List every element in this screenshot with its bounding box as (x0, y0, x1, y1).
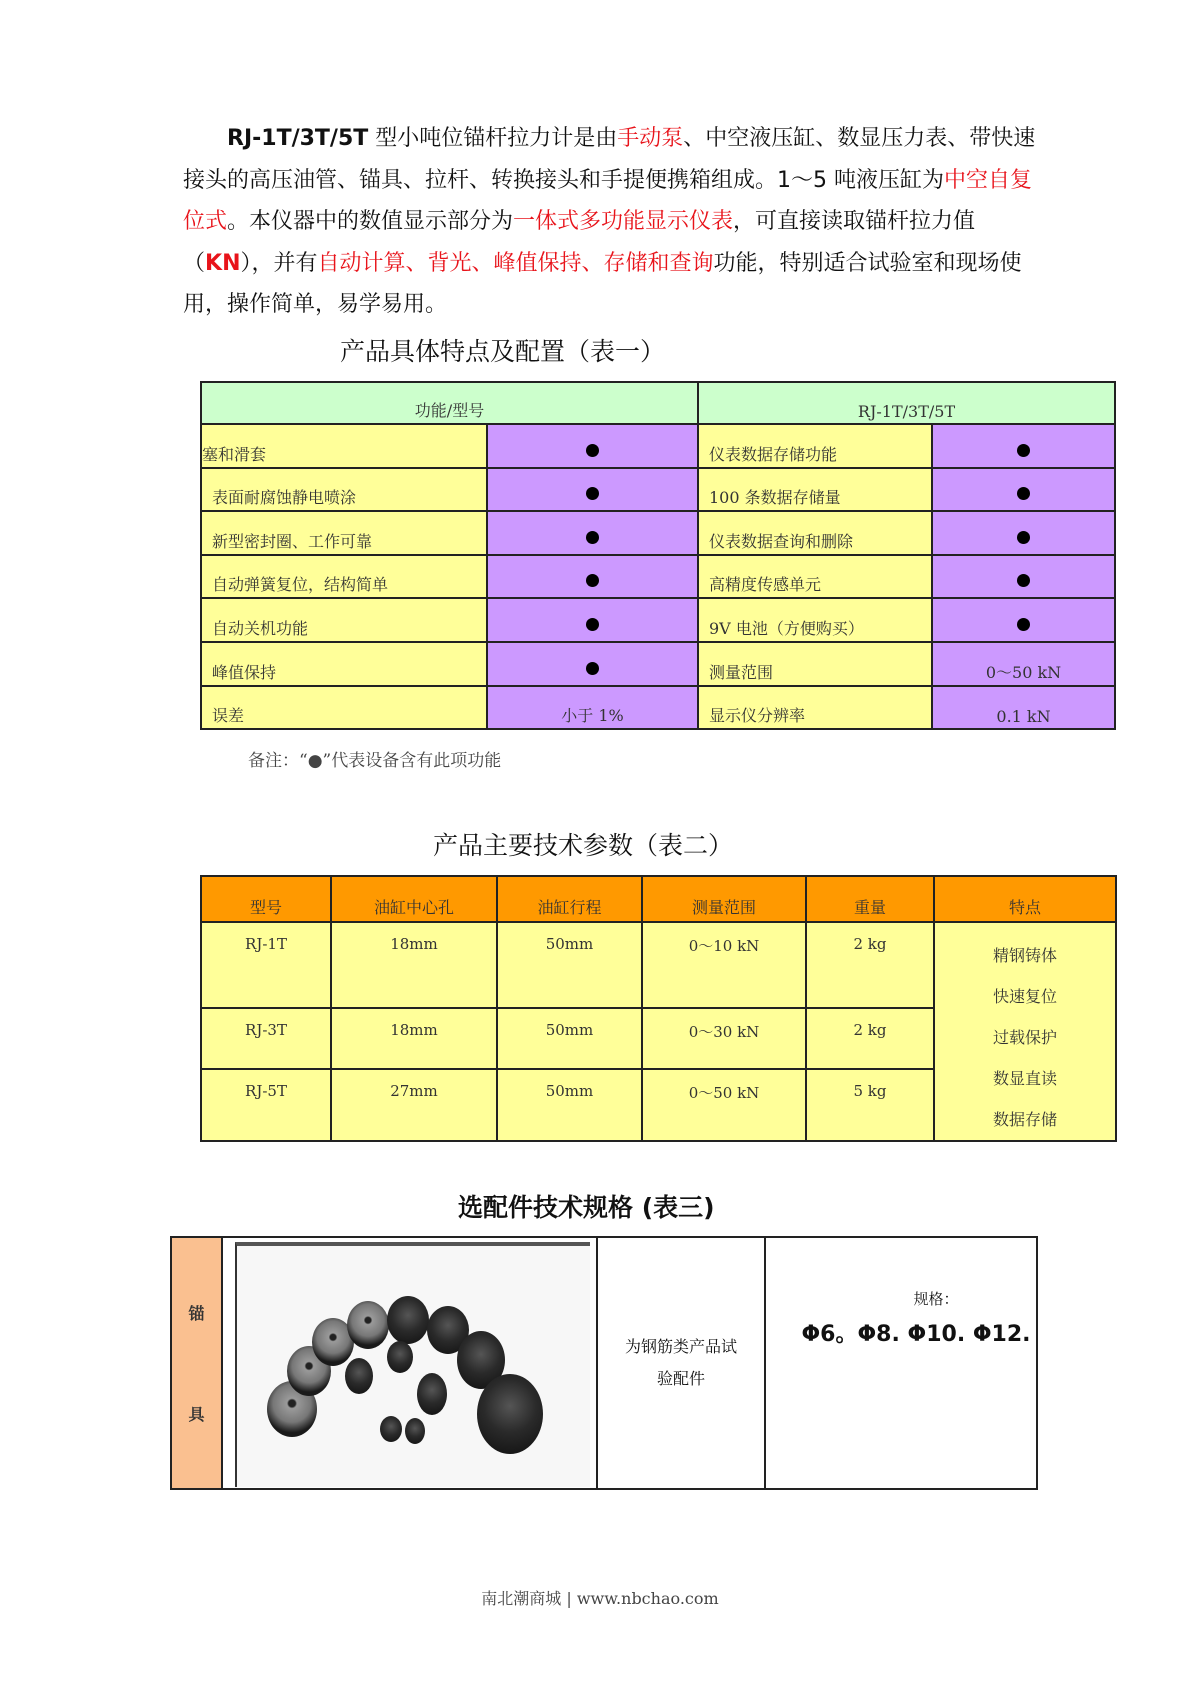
table-header-row (201, 382, 1115, 424)
anchor-product-image (235, 1242, 590, 1487)
feature-item: 快速复位 (992, 987, 1057, 1006)
model-name: RJ-1T/3T/5T (227, 126, 369, 151)
value-cell: 小于 1% (487, 686, 698, 730)
check-dot-icon (586, 487, 599, 500)
features-table (200, 381, 1116, 730)
accessory-table (170, 1236, 1038, 1490)
check-dot-icon (586, 531, 599, 544)
value-cell (932, 555, 1115, 599)
feature-item: 数显直读 (992, 1069, 1057, 1088)
table-row (201, 468, 1115, 512)
desc-line: 为钢筋类产品试 (624, 1337, 737, 1356)
table3-title: 选配件技术规格 (表三) (458, 1193, 715, 1222)
feature-item: 过载保护 (992, 1028, 1057, 1047)
table-row (201, 642, 1115, 686)
table-row (201, 511, 1115, 555)
cell: 0～50 kN (642, 1069, 806, 1141)
feature-cell: 仪表数据查询和删除 (698, 511, 932, 555)
header-cell: 油缸行程 (497, 876, 642, 922)
table-row (201, 686, 1115, 730)
table-row (201, 922, 1116, 1008)
cell: RJ-5T (201, 1069, 331, 1141)
value-cell (487, 642, 698, 686)
desc-line: 验配件 (656, 1369, 705, 1388)
table-row (201, 555, 1115, 599)
cell: 2 kg (806, 1008, 934, 1069)
table1-note: 备注：“●”代表设备含有此项功能 (248, 751, 502, 771)
label-char: 具 (188, 1405, 205, 1424)
cell: 5 kg (806, 1069, 934, 1141)
table-row (201, 424, 1115, 468)
feature-cell: 9V 电池（方便购买） (698, 598, 932, 642)
cell: 0～10 kN (642, 922, 806, 1008)
check-dot-icon (1017, 487, 1030, 500)
value-cell: 0.1 kN (932, 686, 1115, 730)
cell: 50mm (497, 1069, 642, 1141)
accessory-label (171, 1237, 222, 1489)
value-cell (487, 424, 698, 468)
accessory-spec (765, 1237, 1037, 1489)
feature-item: 精钢铸体 (992, 946, 1057, 965)
cell: 0～30 kN (642, 1008, 806, 1069)
feature-cell: 显示仪分辨率 (698, 686, 932, 730)
intro-paragraph: RJ-1T/3T/5T 型小吨位锚杆拉力计是由手动泵、中空液压缸、数显压力表、带快速接头的高压油管、锚具、拉杆、转换接头和手提便携箱组成。1～5 吨液压缸为中空自复位式。本仪器中的数值显示部分为一体式多功能显示仪表，可直接读取锚杆拉力值（KN），并有自动计算、背光、峰值保持、存储和查询功能，特别适合试验室和现场使用，操作简单，易学易用。 (183, 126, 1036, 317)
feature-cell: 塞和滑套 (201, 424, 487, 468)
cell: 2 kg (806, 922, 934, 1008)
check-dot-icon (1017, 444, 1030, 457)
cell: 27mm (331, 1069, 497, 1141)
feature-cell: 峰值保持 (201, 642, 487, 686)
check-dot-icon (1017, 618, 1030, 631)
feature-cell: 表面耐腐蚀静电喷涂 (201, 468, 487, 512)
feature-cell: 自动关机功能 (201, 598, 487, 642)
feature-cell: 误差 (201, 686, 487, 730)
table1-title: 产品具体特点及配置（表一） (340, 337, 666, 366)
label-char: 锚 (188, 1304, 205, 1323)
check-dot-icon (586, 618, 599, 631)
feature-cell: 自动弹簧复位，结构简单 (201, 555, 487, 599)
check-dot-icon (1017, 574, 1030, 587)
feature-cell: 测量范围 (698, 642, 932, 686)
feature-cell: 仪表数据存储功能 (698, 424, 932, 468)
table-row (201, 598, 1115, 642)
features-cell (934, 922, 1116, 1141)
cell: 50mm (497, 922, 642, 1008)
header-cell: 重量 (806, 876, 934, 922)
value-cell (932, 424, 1115, 468)
photo-cell (222, 1237, 597, 1489)
value-cell (932, 511, 1115, 555)
footer-source: 南北潮商城 | www.nbchao.com (481, 1589, 719, 1608)
header-function: 功能/型号 (201, 382, 698, 424)
cell: 50mm (497, 1008, 642, 1069)
spec-value: Φ6。Φ8. Φ10. Φ12. (801, 1322, 1031, 1347)
header-cell: 测量范围 (642, 876, 806, 922)
cell: RJ-3T (201, 1008, 331, 1069)
value-cell (487, 598, 698, 642)
value-cell (487, 555, 698, 599)
feature-item: 数据存储 (992, 1110, 1057, 1129)
value-cell: 0～50 kN (932, 642, 1115, 686)
cell: 18mm (331, 922, 497, 1008)
check-dot-icon (586, 444, 599, 457)
table2-title: 产品主要技术参数（表二） (433, 831, 734, 860)
header-model: RJ-1T/3T/5T (698, 382, 1115, 424)
value-cell (487, 511, 698, 555)
feature-cell: 新型密封圈、工作可靠 (201, 511, 487, 555)
accessory-description (597, 1237, 765, 1489)
header-cell: 型号 (201, 876, 331, 922)
feature-cell: 高精度传感单元 (698, 555, 932, 599)
check-dot-icon (1017, 531, 1030, 544)
value-cell (487, 468, 698, 512)
feature-cell: 100 条数据存储量 (698, 468, 932, 512)
value-cell (932, 468, 1115, 512)
check-dot-icon (586, 574, 599, 587)
table-header-row (201, 876, 1116, 922)
spec-label: 规格： (913, 1290, 959, 1308)
cell: 18mm (331, 1008, 497, 1069)
cell: RJ-1T (201, 922, 331, 1008)
value-cell (932, 598, 1115, 642)
header-cell: 油缸中心孔 (331, 876, 497, 922)
check-dot-icon (586, 662, 599, 675)
header-cell: 特点 (934, 876, 1116, 922)
specs-table (200, 875, 1117, 1142)
